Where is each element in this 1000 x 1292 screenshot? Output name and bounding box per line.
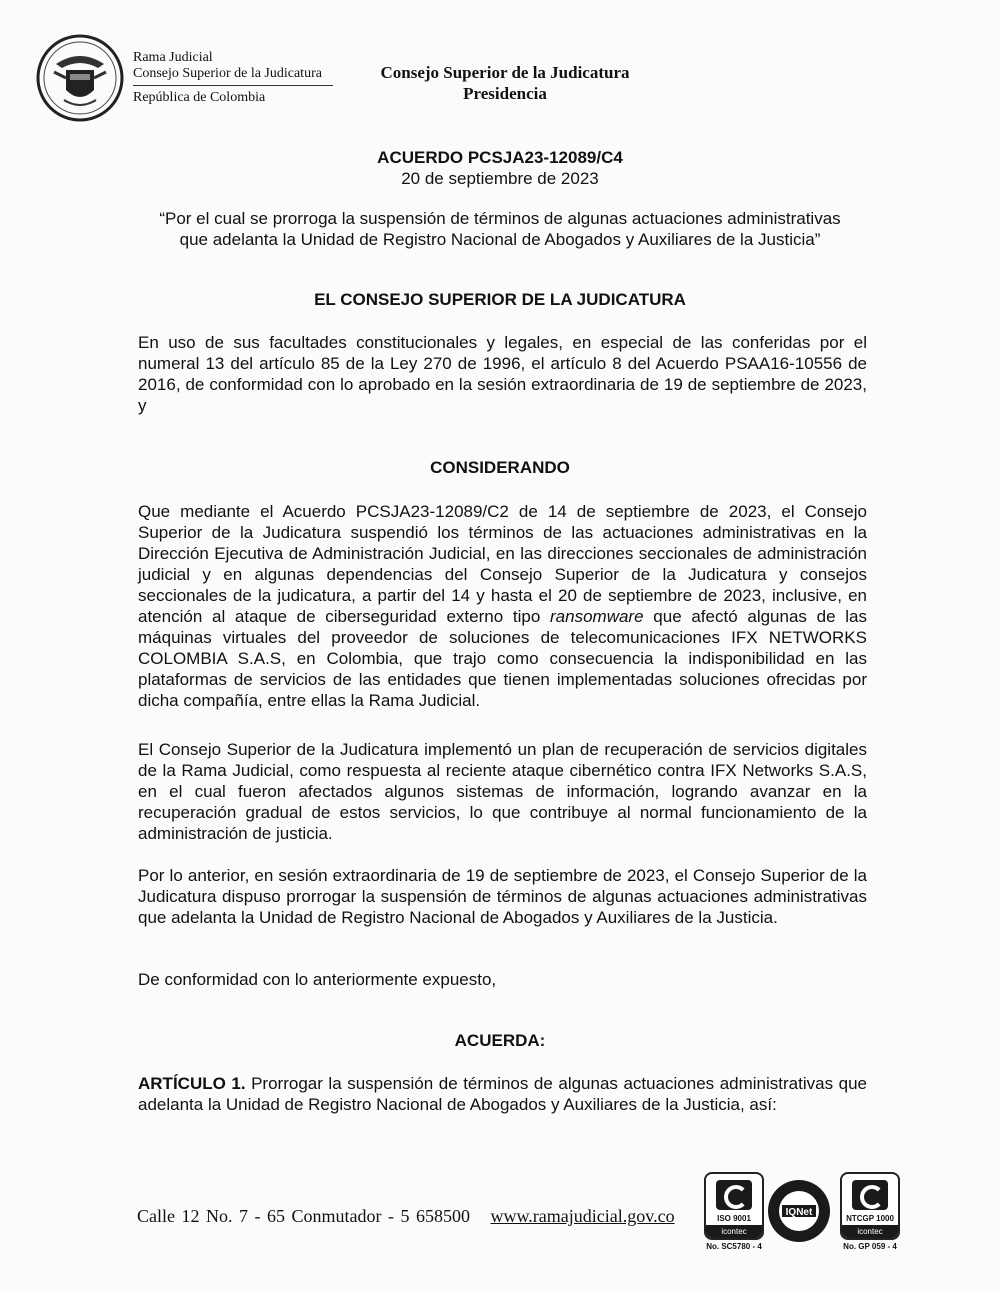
divider [133,85,333,86]
article-label: ARTÍCULO 1. [138,1074,246,1093]
cert-label: NTCGP 1000 [846,1214,894,1223]
coat-of-arms-seal [36,34,124,122]
institution-line: Consejo Superior de la Judicatura [133,66,322,81]
subject-line: que adelanta la Unidad de Registro Nacional de Abogados y Auxiliares de la Justicia” [179,230,821,249]
document-subject [0,208,1000,250]
footer-website-link[interactable]: www.ramajudicial.gov.co [490,1206,675,1226]
issuer-heading: EL CONSEJO SUPERIOR DE LA JUDICATURA [314,290,686,309]
iqnet-certification-icon [766,1178,832,1244]
cert-brand: icontec [706,1225,762,1238]
paragraph-text: Que mediante el Acuerdo PCSJA23-12089/C2 de 14 de septiembre de 2023, el Consejo Superior de la Judicatura suspendió los términos de las actuaciones administrativas en la Dirección Ejecutiva de Administración Judicial, en las direcciones seccionales de administración judicial y en algunas dependencias del Consejo Superior de la Judicatura y consejos seccionales de la judicatura, a partir del 14 y hasta el 20 de septiembre de 2023, inclusive, en atención al ataque de ciberseguridad externo tipo [138,502,867,626]
certification-badge [704,1172,764,1240]
ntcgp-1000-certification [840,1172,900,1251]
document-heading [0,147,1000,189]
acuerda-heading: ACUERDA: [454,1031,546,1050]
document-number: ACUERDO PCSJA23-12089/C4 [377,148,623,167]
icontec-logo-icon [852,1180,888,1210]
paragraph-text: que afectó algunas de las máquinas virtuales del proveedor de soluciones de telecomunicaciones IFX NETWORKS COLOMBIA S.A.S, en Colombia, que trajo como consecuencia la indisponibilidad en las plataformas de servicios de las entidades que tienen implementadas soluciones ofrecidas por dicha compañía, entre ellas la Rama Judicial. [138,607,867,710]
closing-paragraph: De conformidad con lo anteriormente expuesto, [138,970,497,989]
preamble-paragraph: En uso de sus facultades constitucionales y legales, en especial de las conferidas por el numeral 13 del artículo 85 de la Ley 270 de 1996, el artículo 8 del Acuerdo PSAA16-10556 de 2016, de conformidad con lo aprobado en la sesión extraordinaria de 19 de septiembre de 2023, y [138,333,867,415]
institution-line: República de Colombia [133,90,266,105]
subject-line: “Por el cual se prorroga la suspensión de términos de algunas actuaciones administrativas [159,209,841,228]
article-text: Prorrogar la suspensión de términos de algunas actuaciones administrativas que adelanta la Unidad de Registro Nacional de Abogados y Auxiliares de la Justicia, así: [138,1074,867,1114]
cert-label: ISO 9001 [717,1214,751,1223]
cert-number: No. GP 059 - 4 [843,1242,897,1251]
iso-9001-certification [704,1172,764,1251]
considerando-paragraph-2: El Consejo Superior de la Judicatura implementó un plan de recuperación de servicios digitales de la Rama Judicial, como respuesta al reciente ataque cibernético contra IFX Networks S.A.S, en el cual fueron afectados algunos sistemas de información, logrando avanzar en la recuperación gradual de estos servicios, lo que contribuye al normal funcionamiento de la administración de justicia. [138,740,867,843]
council-name: Consejo Superior de la Judicatura [380,63,630,82]
document-date: 20 de septiembre de 2023 [401,169,599,188]
institution-line: Rama Judicial [133,50,213,65]
considerando-heading: CONSIDERANDO [430,458,570,477]
institution-block [133,50,333,106]
footer-contact [137,1206,675,1227]
council-header [330,62,680,104]
cert-number: No. SC5780 - 4 [706,1242,762,1251]
footer-address: Calle 12 No. 7 - 65 Conmutador - 5 658500 [137,1206,470,1226]
office-name: Presidencia [463,84,547,103]
italic-term: ransomware [550,607,644,626]
cert-brand: icontec [842,1225,898,1238]
certification-badge [840,1172,900,1240]
considerando-paragraph-3: Por lo anterior, en sesión extraordinaria de 19 de septiembre de 2023, el Consejo Superior de la Judicatura dispuso prorrogar la suspensión de términos de algunas actuaciones administrativas que adelanta la Unidad de Registro Nacional de Abogados y Auxiliares de la Justicia. [138,866,867,927]
icontec-logo-icon [716,1180,752,1210]
article-1 [138,1073,867,1115]
considerando-paragraph-1 [138,501,867,711]
iqnet-label: IQNet [785,1207,813,1218]
